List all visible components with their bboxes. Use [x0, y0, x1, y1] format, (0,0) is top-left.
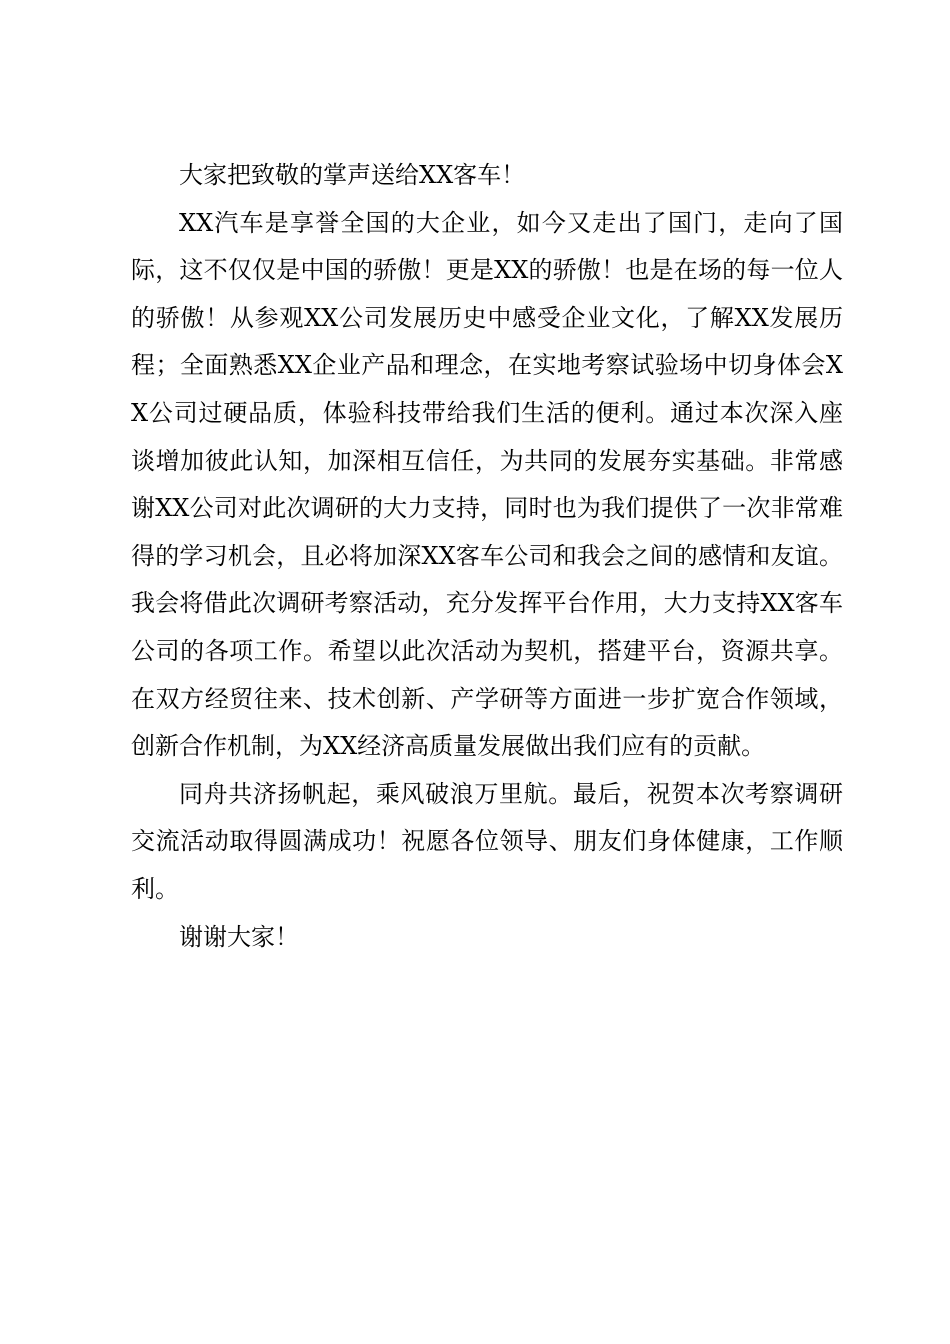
- paragraph-applause: 大家把致敬的掌声送给XX客车！: [179, 161, 526, 189]
- paragraph-thanks: 谢谢大家！: [179, 922, 299, 951]
- paragraph-closing-wishes: 同舟共济扬帆起，乘风破浪万里航。最后，祝贺本次考察调研交流活动取得圆满成功！祝愿各位领导、朋友们身体健康，工作顺利。: [131, 779, 843, 903]
- paragraph-main-body: XX汽车是享誉全国的大企业，如今又走出了国门，走向了国际，这不仅仅是中国的骄傲！更是XX的骄傲！也是在场的每一位人的骄傲！从参观XX公司发展历史中感受企业文化，了解XX发展历程；全面熟悉XX企业产品和理念，在实地考察试验场中切身体会XX公司过硬品质，体验科技带给我们生活的便利。通过本次深入座谈增加彼此认知，加深相互信任，为共同的发展夯实基础。非常感谢XX公司对此次调研的大力支持，同时也为我们提供了一次非常难得的学习机会，且必将加深XX客车公司和我会之间的感情和友谊。我会将借此次调研考察活动，充分发挥平台作用，大力支持XX客车公司的各项工作。希望以此次活动为契机，搭建平台，资源共享。在双方经贸往来、技术创新、产学研等方面进一步扩宽合作领域，创新合作机制，为XX经济高质量发展做出我们应有的贡献。: [131, 208, 843, 761]
- document-body: [131, 152, 843, 961]
